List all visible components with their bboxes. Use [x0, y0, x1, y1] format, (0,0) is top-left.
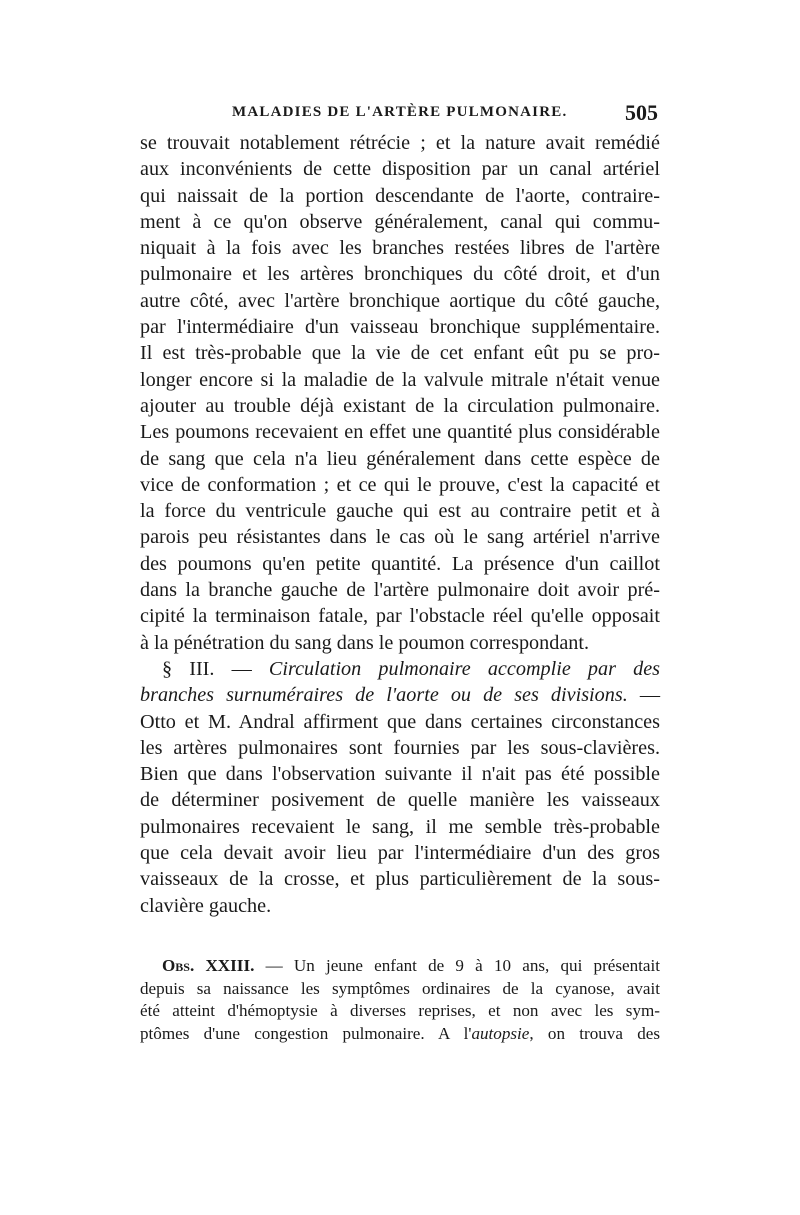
observation-text: — Un jeune enfant de 9 à 10 ans, qui présentait: [254, 956, 660, 975]
observation-italic: autopsie: [471, 1023, 530, 1043]
text-line: Otto et M. Andral affirment que dans certaines circonstances: [140, 710, 660, 733]
text-line: parois peu résistantes dans le cas où le sang artériel n'arrive: [140, 526, 660, 549]
text-line: cipité la terminaison fatale, par l'obstacle réel qu'elle opposait: [140, 605, 660, 628]
text-line: les artères pulmonaires sont fournies par les sous-clavières.: [140, 736, 660, 759]
section-title: Circulation pulmonaire accomplie par des: [268, 657, 661, 680]
observation-label: Obs. XXIII.: [162, 956, 255, 975]
text-line: vaisseaux de la crosse, et plus particulièrement de la sous-: [140, 868, 660, 891]
section-heading-line: [140, 656, 660, 682]
text-line: autre côté, avec l'artère bronchique aortique du côté gauche,: [140, 289, 660, 312]
text-line: clavière gauche.: [140, 894, 272, 917]
text-line: par l'intermédiaire d'un vaisseau bronchique supplémentaire.: [140, 316, 660, 339]
section-dash: —: [627, 684, 661, 707]
text-line: de sang que cela n'a lieu généralement dans cette espèce de: [140, 447, 660, 470]
body-text: [140, 130, 660, 919]
observation-line: depuis sa naissance les symptômes ordinaires de la cyanose, avait: [140, 978, 660, 998]
observation-text: , on trouva des: [529, 1023, 660, 1043]
text-line: Les poumons recevaient en effet une quantité plus considérable: [140, 421, 660, 444]
observation-line: [140, 955, 660, 978]
text-line: que cela devait avoir lieu par l'intermédiaire d'un des gros: [140, 842, 660, 865]
text-line: longer encore si la maladie de la valvule mitrale n'était venue: [140, 368, 660, 391]
text-line: se trouvait notablement rétrécie ; et la nature avait remédié: [140, 132, 660, 154]
observation-line: été atteint d'hémoptysie à diverses reprises, et non avec les sym-: [140, 1001, 660, 1020]
observation-text: ptômes d'une congestion pulmonaire. A l': [140, 1023, 472, 1043]
text-line: Bien que dans l'observation suivante il n'ait pas été possible: [140, 763, 660, 786]
observation-block: [140, 955, 660, 1045]
text-line: qui naissait de la portion descendante de l'aorte, contraire-: [140, 184, 660, 207]
text-line: dans la branche gauche de l'artère pulmonaire doit avoir pré-: [140, 579, 660, 602]
text-line: pulmonaires recevaient le sang, il me semble très-probable: [140, 815, 660, 838]
text-line: vice de conformation ; et ce qui le prouve, c'est la capacité et: [140, 473, 660, 496]
text-line: des poumons qu'en petite quantité. La présence d'un caillot: [140, 552, 660, 575]
text-line: pulmonaire et les artères bronchiques du côté droit, et d'un: [140, 263, 660, 286]
running-title: MALADIES DE L'ARTÈRE PULMONAIRE.: [232, 104, 568, 120]
running-head: [140, 100, 658, 126]
text-line: ment à ce qu'on observe généralement, canal qui commu-: [140, 210, 660, 233]
text-line: de déterminer posivement de quelle manière les vaisseaux: [140, 789, 660, 812]
section-heading-line: [140, 682, 660, 708]
text-line: niquait à la fois avec les branches restées libres de l'artère: [140, 237, 660, 260]
section-title-continued: branches surnuméraires de l'aorte ou de ses divisions.: [140, 684, 628, 707]
text-line: à la pénétration du sang dans le poumon correspondant.: [140, 631, 590, 654]
page-number: 505: [625, 100, 658, 125]
section-mark: § III. —: [162, 657, 252, 680]
text-line: ajouter au trouble déjà existant de la circulation pulmonaire.: [140, 394, 660, 417]
text-line: la force du ventricule gauche qui est au contraire petit et à: [140, 500, 660, 523]
observation-line: [140, 1023, 660, 1046]
text-line: aux inconvénients de cette disposition par un canal artériel: [140, 158, 660, 181]
text-line: Il est très-probable que la vie de cet enfant eût pu se pro-: [140, 342, 660, 365]
